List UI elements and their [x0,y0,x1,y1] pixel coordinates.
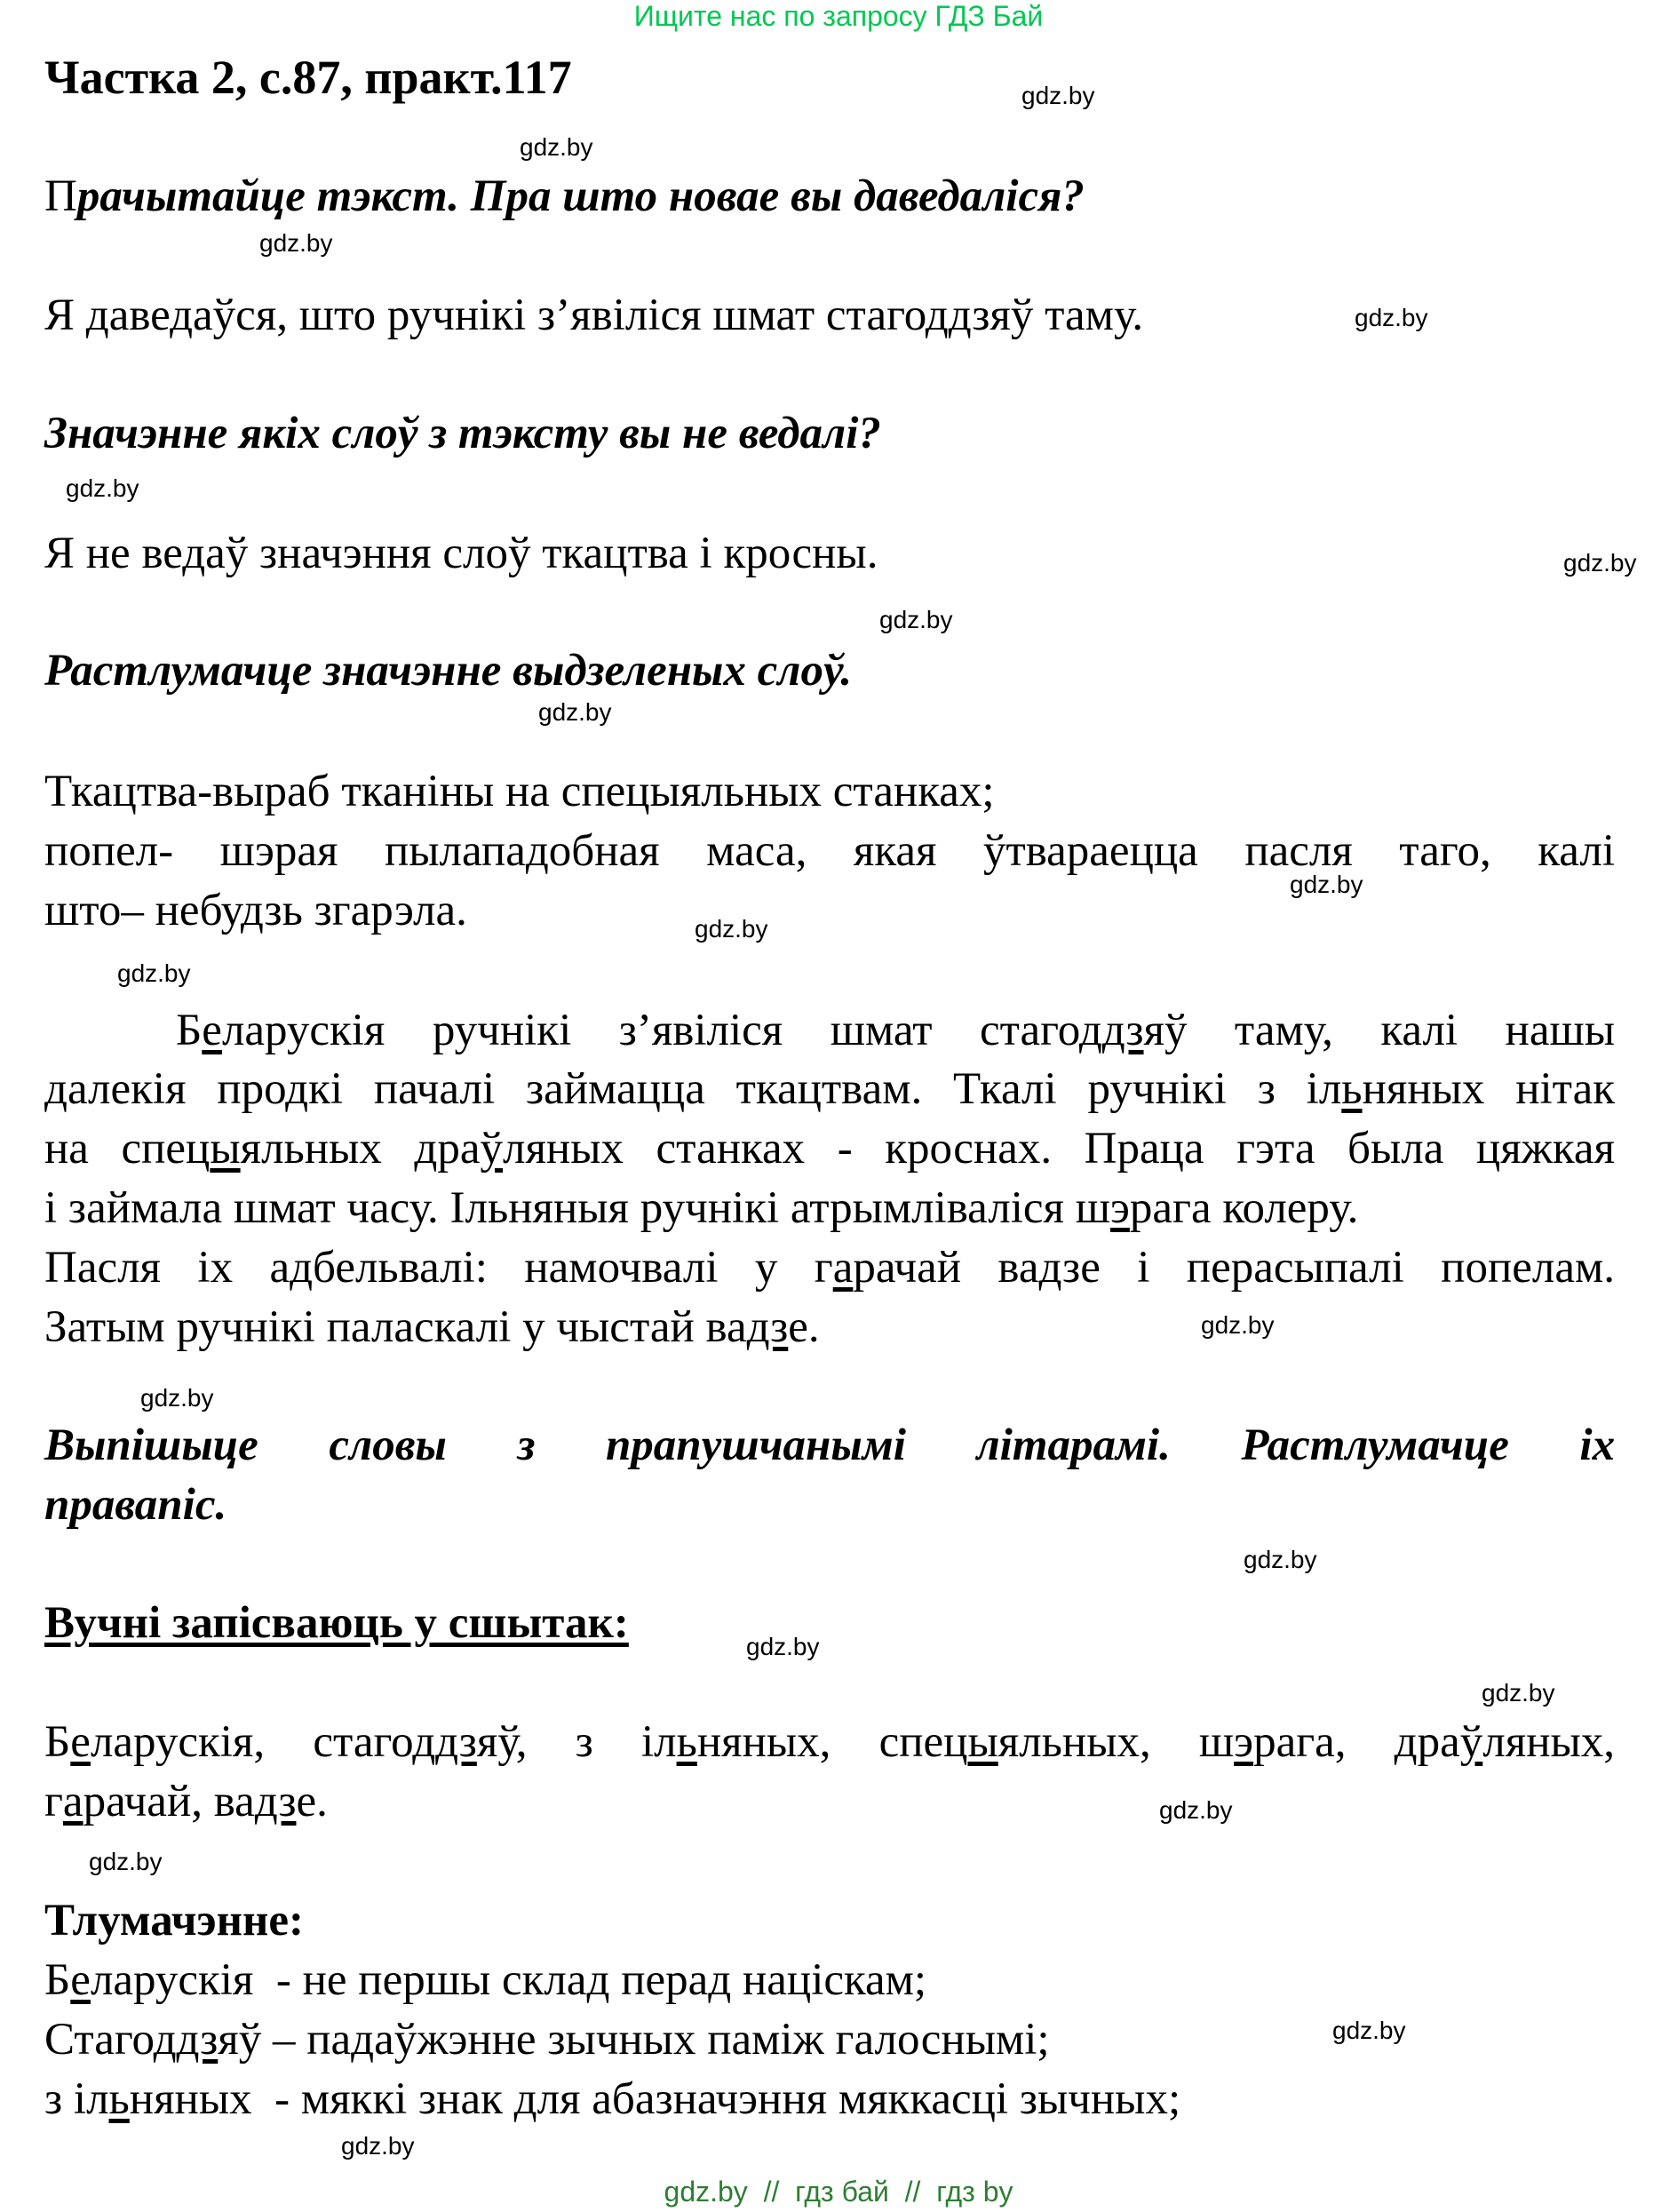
text-line-4: і займала шмат часу. Ільняныя ручнікі атрымліваліся шэрага колеру. [44,1183,1359,1233]
watermark: gdz.by [259,229,333,257]
watermark: gdz.by [1201,1311,1275,1339]
watermark: gdz.by [695,915,768,943]
explanation-heading: Тлумачэнне: [44,1896,304,1945]
question-1-rest: рачытайце тэкст. Пра што новае вы даведаліся? [76,171,1085,221]
watermark: gdz.by [1482,1679,1555,1707]
watermark: gdz.by [1563,549,1637,577]
question-3: Растлумачце значэнне выдзеленых слоў. [44,646,853,696]
explanation-line-2: Стагоддзяў – падаўжэнне зычных паміж галоснымі; [44,2015,1050,2065]
bottom-banner: gdz.by // гдз бай // гдз by [664,2176,1013,2208]
page-title: Частка 2, с.87, практ.117 [44,51,572,104]
question-4-line-1: Выпішыце словы з прапушчанымі літарамі. Растлумачце іх [44,1420,1616,1470]
question-1 [44,167,1085,226]
definition-line-2: попел- шэрая пылападобная маса, якая ўтвараецца пасля таго, калі [44,826,1615,876]
watermark: gdz.by [746,1633,820,1660]
text-line-2: далекія продкі пачалі займацца ткацтвам. Ткалі ручнікі з ільняных нітак [44,1064,1615,1114]
notebook-heading: Вучні запісваюць у сшытак: [44,1598,629,1648]
watermark: gdz.by [341,2132,415,2160]
question-4-line-2: правапіс. [44,1480,227,1530]
text-line-6: Затым ручнікі паласкалі у чыстай вадзе. [44,1302,820,1352]
watermark: gdz.by [1159,1796,1233,1824]
watermark: gdz.by [66,474,139,502]
explanation-line-1: Беларускія - не першы склад перад націскам; [44,1955,927,2005]
watermark: gdz.by [1244,1546,1317,1573]
text-line-5: Пасля іх адбельвалі: намочвалі у гарачай вадзе і перасыпалі попелам. [44,1243,1615,1293]
watermark: gdz.by [1021,82,1095,109]
words-line-2: гарачай, вадзе. [44,1777,328,1826]
definition-line-1: Ткацтва-выраб тканіны на спецыяльных станках; [44,767,995,816]
answer-2: Я не ведаў значэння слоў ткацтва і кросны. [44,529,878,578]
watermark: gdz.by [538,698,612,726]
watermark: gdz.by [140,1384,214,1412]
watermark: gdz.by [1332,2017,1406,2044]
question-2: Значэнне якіх слоў з тэксту вы не ведалі? [44,409,881,458]
text-line-3: на спецыяльных драўляных станках - кроснах. Праца гэта была цяжкая [44,1124,1615,1174]
top-banner: Ищите нас по запросу ГДЗ Бай [633,0,1044,32]
watermark: gdz.by [520,133,593,161]
answer-1: Я даведаўся, што ручнікі з’явіліся шмат стагоддзяў таму. [44,290,1144,340]
watermark: gdz.by [1355,304,1428,331]
watermark: gdz.by [117,959,191,987]
text-line-1: Беларускія ручнікі з’явіліся шмат стагоддзяў таму, калі нашы [176,1006,1615,1055]
watermark: gdz.by [1290,871,1363,898]
explanation-line-3: з ільняных - мяккі знак для абазначэння мяккасці зычных; [44,2074,1181,2124]
watermark: gdz.by [879,606,953,633]
words-line-1: Беларускія, стагоддзяў, з ільняных, спецыяльных, шэрага, драўляных, [44,1717,1615,1767]
watermark: gdz.by [89,1848,163,1875]
definition-line-3: што– небудзь згарэла. [44,886,467,935]
question-1-first-letter: П [44,171,77,221]
